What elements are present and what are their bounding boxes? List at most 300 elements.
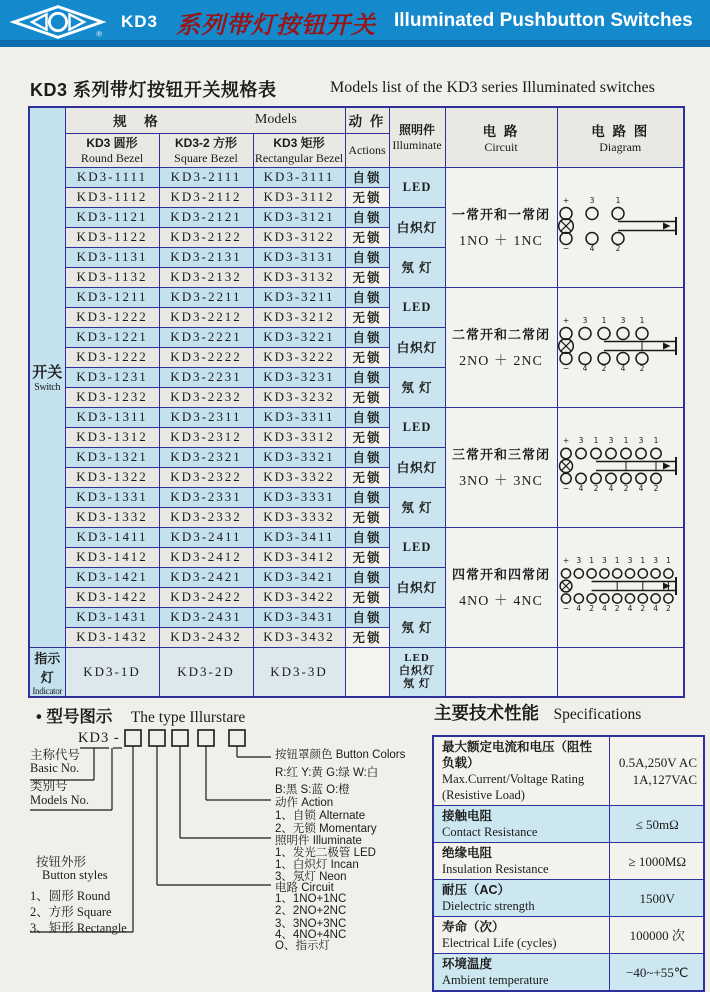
model-cell: KD3-1112 — [65, 187, 159, 207]
model-cell: KD3-2222 — [159, 347, 253, 367]
svg-text:1: 1 — [589, 555, 595, 565]
header-diagram-cn: 电 路 图 — [591, 123, 650, 139]
type-code-legend-line: 3、氖灯 Neon — [275, 871, 347, 883]
spec-value — [618, 853, 698, 870]
type-code-legend-line: 3、3NO+3NC — [275, 918, 347, 930]
type-diagram-heading-cn: • 型号图示 — [36, 708, 113, 726]
model-cell: KD3-3431 — [253, 607, 345, 627]
side-indicator-en: Indicator — [32, 685, 63, 696]
action-cell: 自锁 — [345, 167, 389, 187]
svg-text:1: 1 — [593, 435, 599, 445]
spec-label-cell — [433, 954, 609, 992]
svg-text:2: 2 — [666, 603, 672, 613]
circuit-diagram-cell — [557, 407, 684, 527]
indicator-action-cell — [345, 647, 389, 697]
model-cell: KD3-2411 — [159, 527, 253, 547]
svg-text:−: − — [563, 363, 570, 373]
header-illuminate-cn: 照明件 — [398, 123, 435, 138]
svg-text:3: 3 — [589, 195, 595, 205]
circuit-cell — [445, 287, 557, 407]
specs-heading — [434, 700, 709, 725]
header-diagram-en: Diagram — [599, 139, 642, 154]
table-header-row-1 — [29, 107, 684, 133]
spec-label-en: Contact Resistance — [442, 825, 538, 839]
model-cell: KD3-2331 — [159, 487, 253, 507]
svg-text:+: + — [563, 195, 570, 205]
svg-text:1: 1 — [639, 315, 645, 325]
model-cell: KD3-3211 — [253, 287, 345, 307]
action-cell: 无锁 — [345, 547, 389, 567]
model-cell: KD3-2211 — [159, 287, 253, 307]
type-code-legend-line: 动作 Action — [275, 797, 334, 809]
side-switch-en: Switch — [34, 382, 61, 394]
spec-value — [618, 964, 698, 981]
spec-label-en: Insulation Resistance — [442, 862, 549, 876]
model-cell: KD3-2432 — [159, 627, 253, 647]
model-cell: KD3-3112 — [253, 187, 345, 207]
circuit-cell — [445, 407, 557, 527]
circuit-cell — [445, 167, 557, 287]
illuminate-cell: 白炽灯 — [389, 327, 445, 367]
model-cell: KD3-2312 — [159, 427, 253, 447]
circuit-en: 2NO ＋ 2NC — [459, 354, 543, 369]
indicator-row — [29, 647, 684, 697]
indicator-model-cell: KD3-1D — [65, 647, 159, 697]
spec-value-line: −40~+55℃ — [626, 964, 689, 980]
svg-text:4: 4 — [608, 483, 614, 493]
spec-row — [433, 880, 704, 917]
model-cell: KD3-1432 — [65, 627, 159, 647]
button-style-item: 1、圆形 Round — [30, 889, 111, 903]
header-square-bezel-cn: KD3-2 方形 — [174, 136, 237, 150]
svg-text:4: 4 — [589, 243, 595, 253]
model-cell: KD3-2231 — [159, 367, 253, 387]
specs-heading-cn: 主要技术性能 — [434, 703, 539, 723]
illuminate-cell: LED — [389, 407, 445, 447]
spec-value-cell — [609, 917, 704, 954]
spec-label-cell — [433, 806, 609, 843]
model-cell: KD3-1111 — [65, 167, 159, 187]
model-cell: KD3-1321 — [65, 447, 159, 467]
circuit-diagram-cell — [557, 287, 684, 407]
type-code-legend-line: 4、4NO+4NC — [275, 929, 347, 941]
model-cell: KD3-3312 — [253, 427, 345, 447]
model-cell: KD3-1412 — [65, 547, 159, 567]
model-cell: KD3-1421 — [65, 567, 159, 587]
spec-value-line: 1A,127VAC — [632, 772, 697, 787]
section-title-cn: KD3 系列带灯按钮开关规格表 — [30, 80, 277, 100]
spec-label-en: Electrical Life (cycles) — [442, 936, 557, 950]
action-cell: 自锁 — [345, 327, 389, 347]
label-models-no-en: Models No. — [30, 793, 90, 807]
brand-eye-diamond-logo — [10, 3, 106, 41]
svg-text:2: 2 — [589, 603, 595, 613]
model-cell: KD3-2122 — [159, 227, 253, 247]
model-row — [29, 167, 684, 187]
spec-value — [618, 927, 698, 944]
svg-text:2: 2 — [593, 483, 599, 493]
model-cell: KD3-2311 — [159, 407, 253, 427]
model-cell: KD3-1331 — [65, 487, 159, 507]
model-cell: KD3-1121 — [65, 207, 159, 227]
model-cell: KD3-3221 — [253, 327, 345, 347]
illuminate-cell: 白炽灯 — [389, 567, 445, 607]
action-cell: 无锁 — [345, 627, 389, 647]
spec-row — [433, 917, 704, 954]
type-code-legend-line: R:红 Y:黄 G:绿 W:白 — [275, 767, 379, 779]
svg-text:3: 3 — [620, 315, 626, 325]
circuit-diagram-3no-3nc — [559, 434, 681, 496]
illuminate-cell: LED — [389, 527, 445, 567]
svg-text:4: 4 — [576, 603, 582, 613]
model-cell: KD3-2421 — [159, 567, 253, 587]
spec-label-cell — [433, 917, 609, 954]
header-spec-cn: 规 格 — [113, 114, 160, 130]
side-label-indicator — [29, 647, 65, 697]
circuit-diagram-1no-1nc — [559, 194, 681, 256]
spec-value-cell — [609, 880, 704, 917]
type-code-legend-line: 1、白炽灯 Incan — [275, 859, 359, 871]
svg-text:3: 3 — [638, 435, 644, 445]
indicator-illuminate-line: 氖 灯 — [403, 678, 431, 690]
spec-row — [433, 843, 704, 880]
spec-value — [618, 890, 698, 907]
header-circuit — [445, 107, 557, 167]
action-cell: 自锁 — [345, 567, 389, 587]
header-rect-bezel — [253, 133, 345, 167]
type-diagram-prefix: KD3 - — [78, 730, 120, 746]
svg-text:2: 2 — [615, 243, 621, 253]
header-banner — [0, 0, 710, 47]
specs-heading-en: Specifications — [553, 706, 642, 723]
model-cell: KD3-3412 — [253, 547, 345, 567]
indicator-illuminate-cell — [389, 647, 445, 697]
spec-value-line: 1500V — [639, 890, 675, 906]
circuit-cn: 四常开和四常闭 — [451, 567, 550, 582]
header-round-bezel — [65, 133, 159, 167]
spec-row — [433, 806, 704, 843]
model-cell: KD3-3411 — [253, 527, 345, 547]
model-cell: KD3-2232 — [159, 387, 253, 407]
model-cell: KD3-1211 — [65, 287, 159, 307]
spec-value-line: ≥ 1000MΩ — [628, 853, 687, 869]
model-row — [29, 527, 684, 547]
illuminate-cell: 白炽灯 — [389, 207, 445, 247]
circuit-en: 3NO ＋ 3NC — [459, 474, 543, 489]
circuit-en: 4NO ＋ 4NC — [459, 594, 543, 609]
model-cell: KD3-1232 — [65, 387, 159, 407]
model-row — [29, 287, 684, 307]
svg-text:4: 4 — [627, 603, 633, 613]
circuit-diagram-4no-4nc — [559, 554, 681, 616]
model-cell: KD3-3131 — [253, 247, 345, 267]
button-style-item: 2、方形 Square — [30, 905, 112, 919]
model-cell: KD3-2131 — [159, 247, 253, 267]
model-cell: KD3-2422 — [159, 587, 253, 607]
model-cell: KD3-3321 — [253, 447, 345, 467]
illuminate-cell: 氖 灯 — [389, 247, 445, 287]
indicator-model-cell: KD3-2D — [159, 647, 253, 697]
spec-label-cn: 环境温度 — [442, 957, 493, 971]
model-cell: KD3-2412 — [159, 547, 253, 567]
label-basic-no-en: Basic No. — [30, 761, 80, 775]
model-cell: KD3-1311 — [65, 407, 159, 427]
action-cell: 自锁 — [345, 287, 389, 307]
spec-value-cell — [609, 806, 704, 843]
spec-value — [618, 754, 698, 788]
spec-label-cn: 寿命（次） — [442, 920, 505, 934]
model-cell: KD3-3232 — [253, 387, 345, 407]
model-cell: KD3-1222 — [65, 307, 159, 327]
illuminate-cell: LED — [389, 287, 445, 327]
indicator-model-cell: KD3-3D — [253, 647, 345, 697]
indicator-illuminate-line: LED — [404, 652, 430, 664]
svg-text:−: − — [563, 483, 570, 493]
svg-text:4: 4 — [602, 603, 608, 613]
model-cell: KD3-1132 — [65, 267, 159, 287]
action-cell: 无锁 — [345, 387, 389, 407]
action-cell: 自锁 — [345, 247, 389, 267]
model-cell: KD3-1431 — [65, 607, 159, 627]
header-rect-bezel-cn: KD3 矩形 — [273, 136, 325, 150]
model-cell: KD3-3332 — [253, 507, 345, 527]
model-cell: KD3-2111 — [159, 167, 253, 187]
spec-label-cn: 接触电阻 — [442, 809, 493, 823]
spec-row — [433, 954, 704, 992]
svg-text:2: 2 — [623, 483, 629, 493]
spec-label-en: Dielectric strength — [442, 899, 535, 913]
model-cell: KD3-1332 — [65, 507, 159, 527]
svg-text:2: 2 — [639, 363, 645, 373]
banner-bottom-strip — [0, 40, 710, 47]
action-cell: 无锁 — [345, 267, 389, 287]
svg-text:1: 1 — [623, 435, 629, 445]
header-illuminate-en: Illuminate — [392, 138, 442, 153]
model-cell: KD3-1131 — [65, 247, 159, 267]
label-basic-no-cn: 主称代号 — [30, 748, 81, 762]
svg-text:+: + — [563, 435, 570, 445]
spec-label-en: Ambient temperature — [442, 973, 549, 987]
svg-text:4: 4 — [638, 483, 644, 493]
model-cell: KD3-3311 — [253, 407, 345, 427]
svg-text:4: 4 — [582, 363, 588, 373]
svg-text:3: 3 — [578, 435, 584, 445]
spec-label-cn: 耐压（AC） — [442, 883, 511, 897]
type-diagram-heading-en: The type Illurstare — [130, 709, 246, 726]
model-cell: KD3-3121 — [253, 207, 345, 227]
indicator-circuit-cell — [445, 647, 557, 697]
label-button-styles-en: Button styles — [42, 868, 108, 882]
header-circuit-cn: 电 路 — [482, 123, 520, 139]
action-cell: 自锁 — [345, 527, 389, 547]
model-cell: KD3-2321 — [159, 447, 253, 467]
svg-text:2: 2 — [640, 603, 646, 613]
circuit-diagram-cell — [557, 167, 684, 287]
model-cell: KD3-3421 — [253, 567, 345, 587]
type-code-legend-line: 按钮罩颜色 Button Colors — [275, 749, 406, 761]
spec-value-line: 100000 次 — [629, 927, 685, 943]
spec-label-cn: 绝缘电阻 — [442, 846, 493, 860]
model-cell: KD3-1312 — [65, 427, 159, 447]
circuit-cn: 一常开和一常闭 — [451, 207, 550, 222]
spec-value-cell — [609, 843, 704, 880]
action-cell: 自锁 — [345, 487, 389, 507]
banner-title-cn: 系列带灯按钮开关 — [176, 12, 376, 39]
model-cell: KD3-3231 — [253, 367, 345, 387]
svg-text:3: 3 — [653, 555, 659, 565]
svg-text:3: 3 — [608, 435, 614, 445]
model-row — [29, 407, 684, 427]
svg-text:3: 3 — [576, 555, 582, 565]
svg-text:1: 1 — [601, 315, 607, 325]
svg-text:1: 1 — [615, 195, 621, 205]
svg-text:1: 1 — [653, 435, 659, 445]
banner-title-en: Illuminated Pushbutton Switches — [394, 10, 693, 31]
action-cell: 无锁 — [345, 507, 389, 527]
model-cell: KD3-1322 — [65, 467, 159, 487]
model-cell: KD3-2332 — [159, 507, 253, 527]
side-indicator-cn: 指示灯 — [34, 650, 61, 685]
svg-text:−: − — [563, 243, 570, 253]
action-cell: 无锁 — [345, 587, 389, 607]
circuit-cell — [445, 527, 557, 647]
model-cell: KD3-3422 — [253, 587, 345, 607]
svg-text:3: 3 — [582, 315, 588, 325]
model-cell: KD3-1231 — [65, 367, 159, 387]
svg-text:3: 3 — [627, 555, 633, 565]
svg-text:3: 3 — [602, 555, 608, 565]
model-cell: KD3-3122 — [253, 227, 345, 247]
header-action-cn: 动 作 — [345, 107, 389, 133]
registered-mark: ® — [96, 29, 103, 39]
header-round-bezel-cn: KD3 圆形 — [86, 136, 138, 150]
type-designation-diagram — [28, 700, 430, 953]
models-table — [28, 106, 685, 698]
action-cell: 自锁 — [345, 207, 389, 227]
type-code-legend-line: O、指示灯 — [275, 940, 330, 952]
svg-text:2: 2 — [601, 363, 607, 373]
type-code-legend-line: 1、自锁 Alternate — [275, 810, 366, 822]
model-cell: KD3-2221 — [159, 327, 253, 347]
spec-label-cn: 最大额定电流和电压（阻性负载） — [442, 740, 593, 770]
type-code-legend-line: B:黑 S:蓝 O:橙 — [275, 784, 350, 796]
svg-text:+: + — [563, 315, 570, 325]
action-cell: 无锁 — [345, 307, 389, 327]
type-code-legend-line: 1、1NO+1NC — [275, 893, 347, 905]
illuminate-cell: 白炽灯 — [389, 447, 445, 487]
spec-label-en: (Resistive Load) — [442, 788, 525, 802]
header-square-bezel — [159, 133, 253, 167]
spec-value-cell — [609, 954, 704, 992]
type-code-legend-line: 照明件 Illuminate — [275, 835, 362, 847]
type-code-legend-line: 2、无锁 Momentary — [275, 823, 377, 835]
specs-table — [432, 735, 705, 992]
specifications-section — [432, 700, 709, 992]
action-cell: 无锁 — [345, 187, 389, 207]
circuit-en: 1NO ＋ 1NC — [459, 234, 543, 249]
spec-value-line: ≤ 50mΩ — [635, 816, 679, 832]
model-cell: KD3-3222 — [253, 347, 345, 367]
action-cell: 无锁 — [345, 467, 389, 487]
svg-text:2: 2 — [653, 483, 659, 493]
model-cell: KD3-2112 — [159, 187, 253, 207]
spec-value-line: 0.5A,250V AC — [618, 755, 697, 770]
model-cell: KD3-3111 — [253, 167, 345, 187]
spec-label-en: Max.Current/Voltage Rating — [442, 772, 585, 786]
type-code-legend-line: 电路 Circuit — [275, 882, 334, 894]
label-button-styles-cn: 按钮外形 — [36, 855, 87, 869]
action-cell: 无锁 — [345, 427, 389, 447]
section-title-en: Models list of the KD3 series Illuminated switches — [330, 79, 655, 96]
button-style-item: 3、矩形 Rectangle — [30, 921, 127, 935]
svg-text:4: 4 — [653, 603, 659, 613]
svg-text:1: 1 — [666, 555, 672, 565]
illuminate-cell: 氖 灯 — [389, 487, 445, 527]
type-code-legend-line: 1、发光二极管 LED — [275, 847, 376, 859]
svg-text:4: 4 — [578, 483, 584, 493]
illuminate-cell: LED — [389, 167, 445, 207]
svg-text:−: − — [563, 603, 570, 613]
model-cell: KD3-2121 — [159, 207, 253, 227]
action-cell: 自锁 — [345, 447, 389, 467]
svg-text:1: 1 — [615, 555, 620, 565]
action-cell: 自锁 — [345, 367, 389, 387]
spec-row — [433, 736, 704, 806]
spec-label-cell — [433, 843, 609, 880]
model-cell: KD3-1221 — [65, 327, 159, 347]
header-round-bezel-en: Round Bezel — [80, 151, 144, 165]
action-cell: 自锁 — [345, 407, 389, 427]
model-cell: KD3-1222 — [65, 347, 159, 367]
header-actions-en: Actions — [345, 133, 389, 167]
header-rect-bezel-en: Rectangular Bezel — [254, 151, 344, 165]
banner-model: KD3 — [121, 12, 159, 31]
svg-text:1: 1 — [640, 555, 646, 565]
circuit-cn: 二常开和二常闭 — [451, 327, 550, 342]
svg-text:4: 4 — [620, 363, 626, 373]
svg-text:2: 2 — [615, 603, 620, 613]
label-models-no-cn: 类别号 — [30, 779, 68, 793]
model-cell: KD3-1411 — [65, 527, 159, 547]
indicator-diagram-cell — [557, 647, 684, 697]
indicator-illuminate-line: 白炽灯 — [399, 665, 435, 677]
side-switch-cn: 开关 — [32, 364, 63, 382]
header-spec-models — [65, 107, 345, 133]
header-spec-en: Models — [254, 112, 297, 128]
header-square-bezel-en: Square Bezel — [174, 151, 238, 165]
model-cell: KD3-1422 — [65, 587, 159, 607]
model-cell: KD3-2431 — [159, 607, 253, 627]
svg-text:+: + — [563, 555, 570, 565]
type-code-legend-line: 2、2NO+2NC — [275, 905, 347, 917]
model-cell: KD3-3132 — [253, 267, 345, 287]
header-illuminate — [389, 107, 445, 167]
side-label-switch — [29, 107, 65, 647]
header-diagram — [557, 107, 684, 167]
model-cell: KD3-3331 — [253, 487, 345, 507]
circuit-cn: 三常开和三常闭 — [451, 447, 550, 462]
model-cell: KD3-3212 — [253, 307, 345, 327]
spec-value-cell — [609, 736, 704, 806]
model-cell: KD3-2212 — [159, 307, 253, 327]
illuminate-cell: 氖 灯 — [389, 367, 445, 407]
circuit-diagram-2no-2nc — [559, 314, 681, 376]
illuminate-cell: 氖 灯 — [389, 607, 445, 647]
model-cell: KD3-2322 — [159, 467, 253, 487]
action-cell: 无锁 — [345, 347, 389, 367]
model-cell: KD3-3432 — [253, 627, 345, 647]
action-cell: 无锁 — [345, 227, 389, 247]
